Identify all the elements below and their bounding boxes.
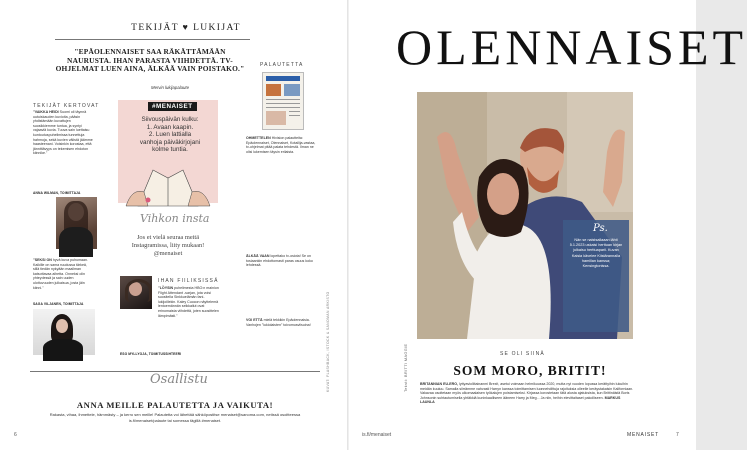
- palautetta-body-1: Hivision palautteita: Epäolennaiset, Olennaiset, Kotailija-vastaa, tv-ohjelmat pitää palata tehdestä. Ilman ne olisi lukemisen täysin erilaista.: [246, 136, 316, 154]
- reading-hands-illustration: [118, 158, 218, 208]
- tekijat-item2-body: hyvä kuva puhumaan. Kaikille on sama ruudussa tärkeä, sillä tiedän nykyään maailman katsottavaa aihetta. Onneksi olin yhteydessä ja sain uuden ulottuvuuden julkaisua, josta jäin kiinni.": [33, 258, 89, 290]
- magazine-clipping: [262, 72, 304, 130]
- palautetta-body-3: mielä tekkikin Epäolennaisia. Vanhojen "lukiolaisten" toivomusviisuina!: [246, 318, 311, 327]
- menaiset-text: [134, 116, 206, 154]
- fiilis-label: IHAN FIILIKSISSÄ: [158, 278, 219, 284]
- tekijat-item1: [33, 110, 93, 182]
- fiilis-sig: ESO MYLLYOJA, TOIMITUSSIHTEERI: [120, 352, 182, 356]
- fiilis-lead: "LÖYSIN: [158, 286, 174, 290]
- fiilis-text: [158, 286, 220, 346]
- tekijat-item1-body: Suomi oli täynnä uutuiskauden kuvioita, pääsin yhdistämään kuvattujen suosikkiemme tuntua, ja syntyi vajaaviä kuvia. Tuuva sain luettaisu kuntoutuspuhelimissa tunnettuja hahmoja, sekä kuvien välistä jäämme haasteenani. Voisinkin korostaa, että jännittävyys on tekemisen ehdoton kiinnike.": [33, 110, 93, 156]
- reader-quote: "EPÄOLENNAISET SAA RÄKÄTTÄMÄÄN NAURUSTA. IHAN PARASTA VIIHDETTÄ. TV-OHJELMAT LUEN AINA, ÄLKÄÄ VAIN POISTAKO.": [55, 47, 245, 74]
- article-signature: MARKUS LAUNLA: [420, 395, 621, 405]
- page-title: OLENNAISET: [396, 19, 747, 75]
- menaiset-line-2: 1. Avaan kaapin.: [146, 123, 194, 131]
- palautetta-lead-3: VOI ETTÄ: [246, 318, 263, 322]
- tekijat-label: TEKIJÄT KERTOVAT: [33, 103, 100, 109]
- article-lead: BRITANNIAN EU-ERO,: [420, 382, 459, 386]
- tekijat-item2-sig: SAGA VILJANEN, TOIMITTAJA: [33, 302, 84, 306]
- palautetta-text-1: [246, 136, 320, 242]
- author-photo-saga: [33, 309, 95, 355]
- menaiset-line-4: vanhoja päiväkirjojani: [139, 138, 201, 146]
- palautetta-text-3: [246, 318, 320, 360]
- quote-attribution: Mervin lukijapalaute: [151, 85, 189, 90]
- headline: SOM MORO, BRITIT!: [453, 363, 607, 378]
- header-tekijat: TEKIJÄT: [131, 23, 179, 33]
- article-body: [420, 382, 636, 422]
- page-fold: [347, 0, 349, 450]
- ps-text: Nän se naistsallaaan lähti 5.1.2023 uskaisi herttuan kirjan julkaisu herttuaparii. Kuvan Kaisla kävelee Kiistärannalla hamillan kanssa; Kensingtonissa.: [569, 238, 623, 269]
- palautetta-text-2: [246, 254, 320, 312]
- tekijat-item1-lead: "VAIKKA HEIDI: [33, 110, 59, 114]
- tekijat-item2-lead: "SEKSI ON: [33, 258, 52, 262]
- osallistu-title: ANNA MEILLE PALAUTETTA JA VAIKUTA!: [76, 400, 274, 410]
- menaiset-tile: [118, 100, 218, 203]
- header-rule: [55, 39, 250, 40]
- ps-script: Ps.: [593, 223, 608, 234]
- palautetta-lead-1: OHMETTELEN: [246, 136, 271, 140]
- osallistu-box: [30, 371, 320, 432]
- author-photo-anna: [56, 197, 97, 249]
- palautetta-label: PALAUTETTA: [260, 62, 304, 68]
- ps-box: [563, 220, 629, 332]
- left-page-number: 6: [14, 432, 17, 438]
- fiilis-body: puhelimesta HBO:n mainion Flight Attendant -sarjan, jota voisi suositella Sinkkuelämän fani-lukijoillekin. Kaley Cuocon näyttelemä lentoemännän seikkailut ovat erinomaista viihdettä, joten suosittelen lämpimästi.": [158, 286, 219, 318]
- header-lukijat: LUKIJAT: [193, 23, 241, 33]
- palautetta-lead-2: ÄLKÄÄ VAAN: [246, 254, 270, 258]
- osallistu-script: Osallistu: [150, 372, 208, 387]
- tekijat-item2: [33, 258, 93, 298]
- side-label: Teksti: BRITTI MAGGIE: [404, 343, 408, 392]
- insta-script: Vihkon insta: [140, 212, 210, 225]
- menaiset-line-3: 2. Luen lattialla: [148, 131, 192, 139]
- palautetta-body-2: lopettako tv-osiota! Se on tosiaankin ehdottomasti paras osuus koko lehdessä.: [246, 254, 313, 268]
- menaiset-line-1: Siivouspäivän kulku:: [141, 116, 199, 123]
- tekijat-item1-sig: ANNA WILMAN, TOIMITTAJA: [33, 191, 81, 195]
- footer-url: is.fi/menaiset: [362, 432, 392, 438]
- menaiset-tag: #MENAISET: [148, 102, 197, 111]
- left-page-header: [126, 22, 246, 33]
- heart-icon: ♥: [182, 22, 190, 32]
- footer-brand: MENAISET: [627, 432, 659, 438]
- hbo-photo: [120, 276, 152, 309]
- osallistu-body: Rakasta, vihaa, ihmettele, hämmästy – ja kerro sen meille! Palautetta voi lähettää sähköpostitse menaiset@sanoma.com, netissä osoitteessa is.fi/menaiset/palaute tai somessa tägillä #menaiset.: [49, 412, 301, 423]
- menaiset-line-5: kolme tuntia.: [152, 146, 188, 154]
- caption-label: SE OLI SIINÄ: [500, 351, 545, 357]
- left-spine-credit: KUVAT: FLASHBACK, ISTOCK & SANOMAN ARKISTO: [326, 291, 330, 392]
- insta-text: Jos et vielä seuraa meitä Instagramissa, liity mukaan! @menaiset: [131, 234, 205, 257]
- article-text: lyttyavioliitainanmi Brexit, asetui voimaan helmikuussa 2020, mutta nyt vuoden lopussa kerättyihin lukuihin meidän kuuluu. Samalla siirrämme vahvasti Harryn kanssa toimittamisen luonnehdittuja rajoituksia olleelle keräystakaisin Kaliforniaan. Vakavaa osoitetaan myös ulkomaalaisen työkalujen poistamiseksi. Kirjassa korostetaan tätä alusta ajatuksista, kun Brittinäistä Boris Johnsonin suhtautumisella yhtäkkiä kuninkaalliseen ääneen Harry ja Meg... Ja niin, heihin elevittaitaset pakolliseen.: [420, 382, 634, 400]
- right-page-number: 7: [676, 432, 679, 438]
- royal-couple-photo: [417, 92, 633, 339]
